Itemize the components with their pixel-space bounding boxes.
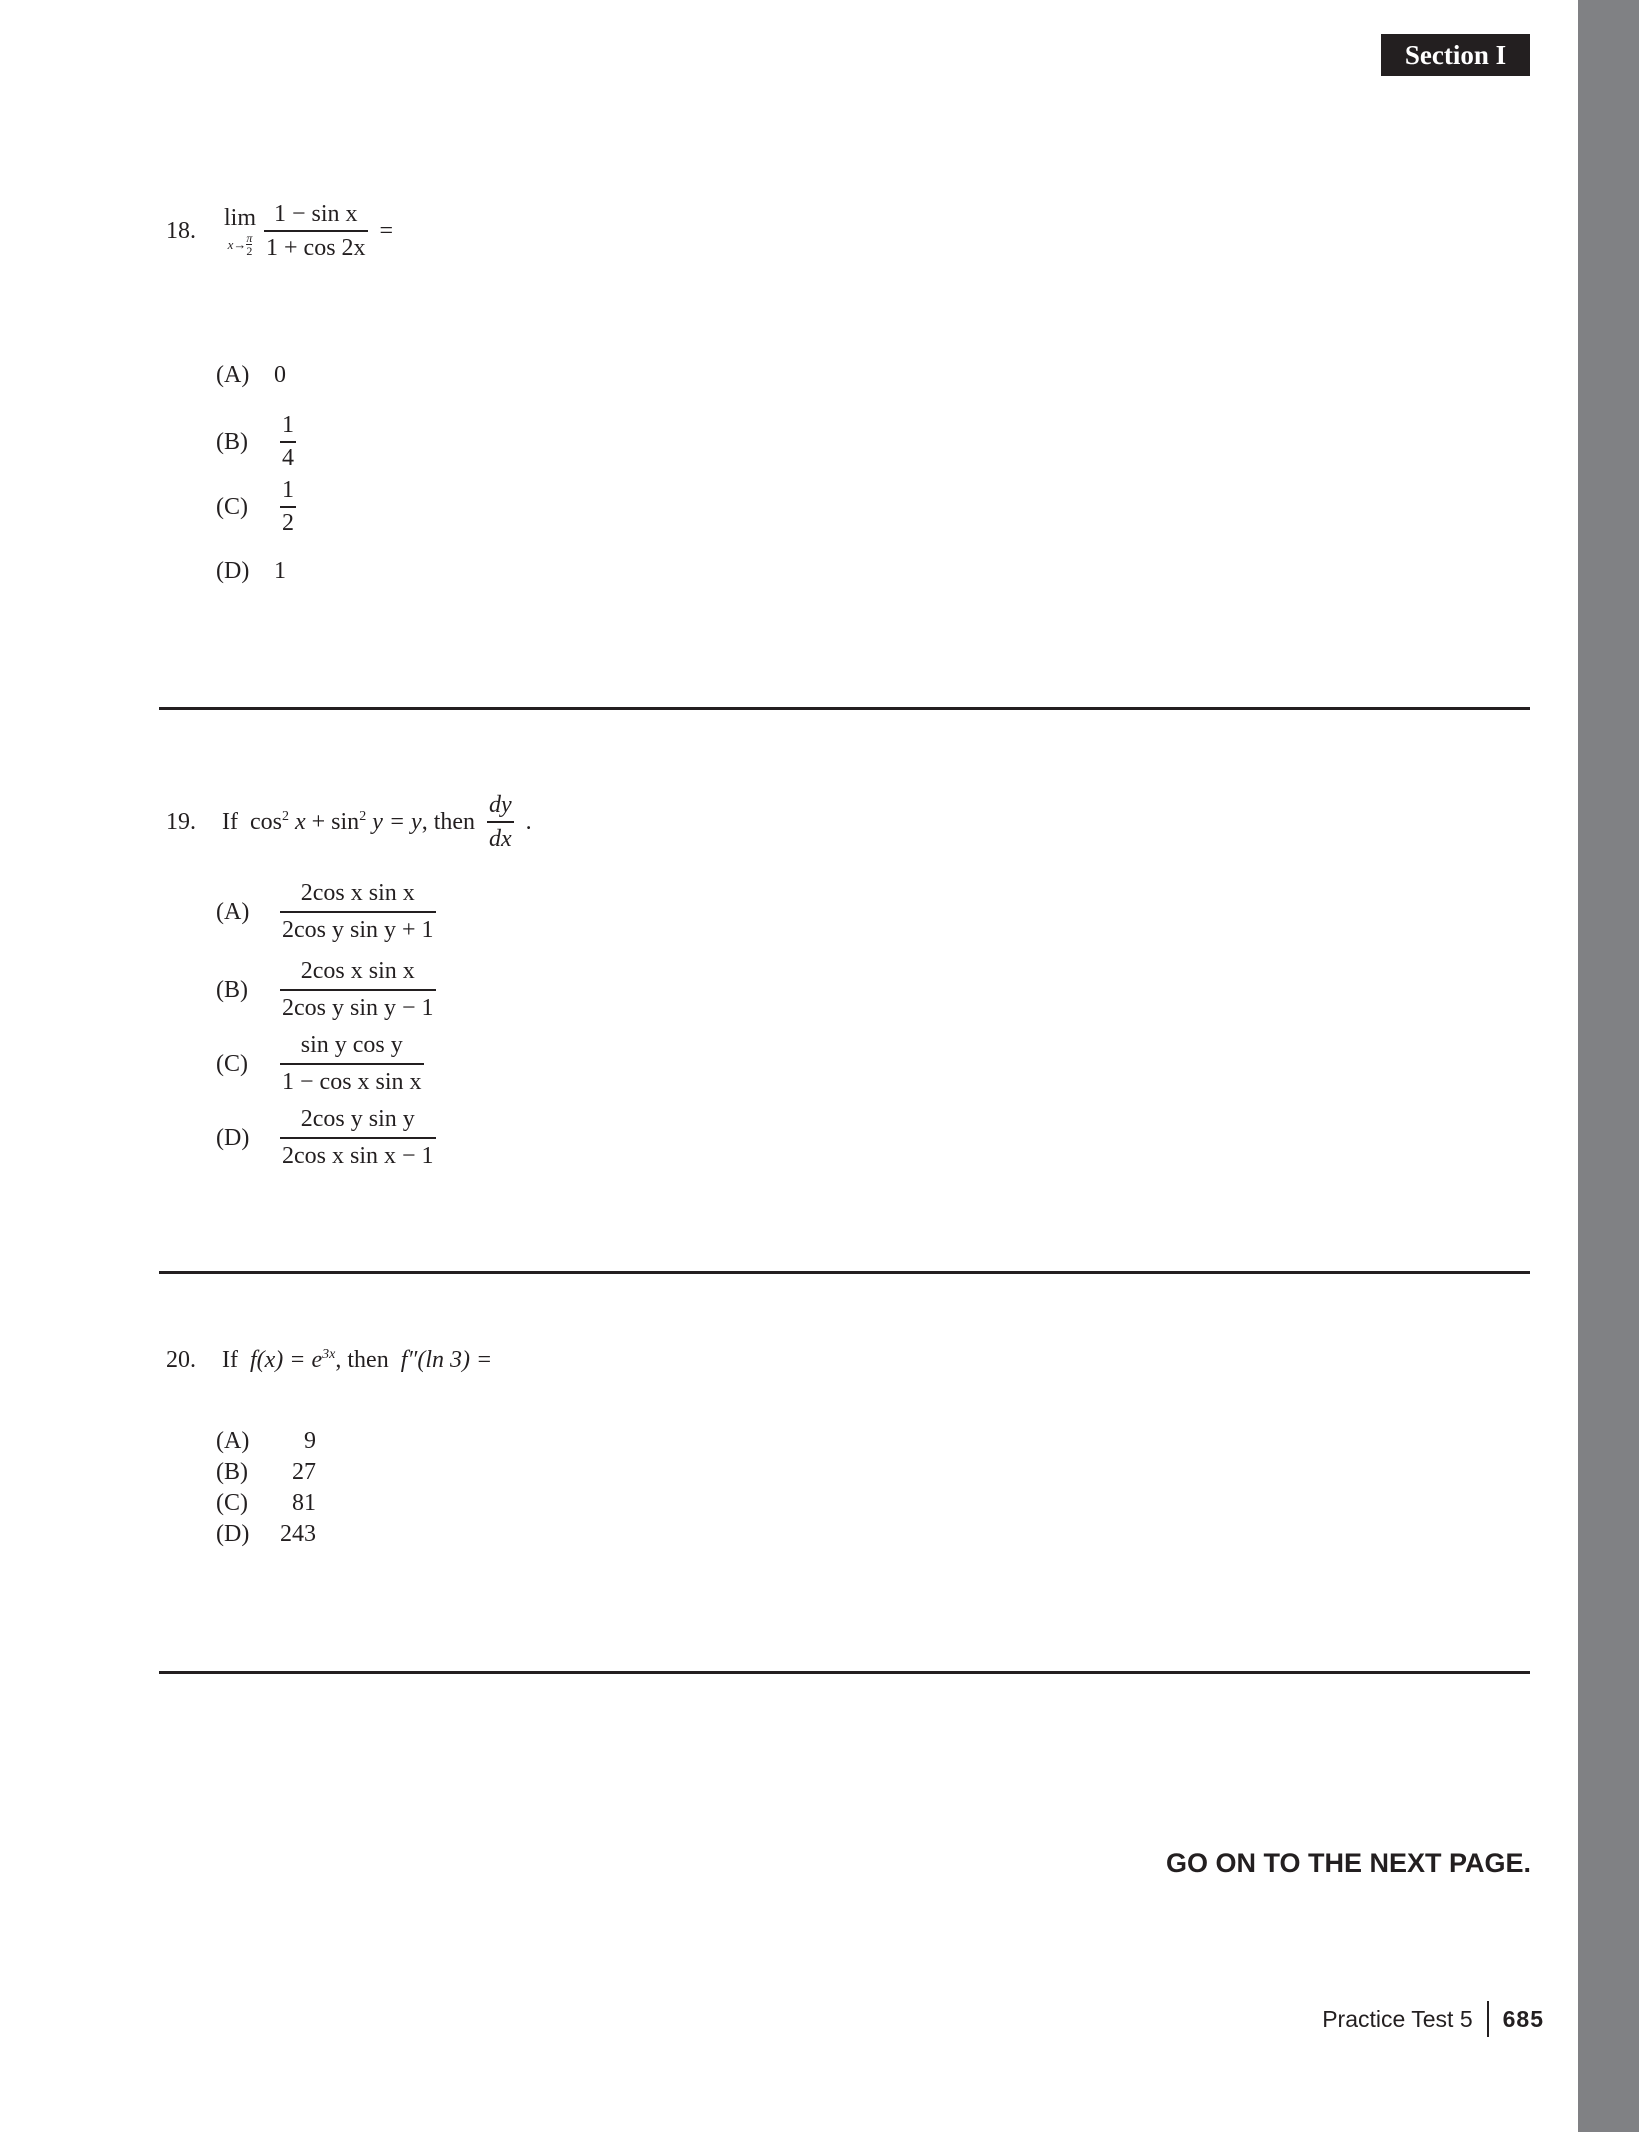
choice-b[interactable] (216, 412, 296, 472)
choice-value: 81 (292, 1490, 316, 1516)
exponent: 2 (281, 809, 289, 824)
choice-label: (C) (216, 493, 248, 520)
fraction-numerator: 1 (282, 412, 294, 438)
question-number: 18. (166, 218, 196, 244)
fraction-numerator: 2cos y sin y (300, 1106, 415, 1132)
choice-a[interactable] (216, 880, 436, 944)
fraction-numerator: dy (489, 792, 512, 818)
page-footer (1190, 2000, 1544, 2038)
limit-arrow: → (233, 236, 247, 252)
divider-line (159, 1271, 1530, 1274)
question-number: 20. (166, 1347, 196, 1373)
fraction-denominator: 1 + cos 2x (264, 230, 368, 260)
choice-value: 9 (304, 1428, 316, 1454)
function-fx: f(x) (249, 1347, 284, 1373)
question-20-stem (166, 1348, 492, 1372)
then-text: , then (335, 1347, 389, 1373)
limit-value (246, 232, 252, 257)
choice-label: (D) (216, 1124, 250, 1151)
limit-fraction (264, 202, 368, 260)
test-name: Practice Test 5 (1322, 2005, 1473, 2032)
fraction-denominator: 2 (280, 506, 296, 537)
page-edge-strip (1578, 0, 1639, 2132)
equals-sign: = (379, 218, 394, 244)
choice-value: 243 (280, 1521, 316, 1547)
choice-label: (C) (216, 1050, 248, 1077)
choice-label: (B) (216, 976, 248, 1003)
choice-c[interactable] (216, 1032, 424, 1096)
choice-label: (D) (216, 558, 250, 584)
divider-line (159, 707, 1530, 710)
choice-fraction (280, 1106, 436, 1170)
fraction-denominator: 2cos y sin y + 1 (280, 911, 436, 944)
choice-fraction (280, 477, 296, 537)
choice-value: 1 (274, 558, 286, 584)
fraction-numerator: 2cos x sin x (300, 880, 415, 906)
period: . (525, 809, 532, 835)
exponent: 3x (322, 1347, 336, 1362)
fraction-denominator: 2cos x sin x − 1 (280, 1137, 436, 1170)
section-tab: Section I (1381, 34, 1530, 76)
fraction-numerator: 1 (282, 477, 294, 503)
derivative-fraction (487, 793, 514, 851)
choice-label: (C) (216, 1490, 248, 1516)
fraction-denominator: dx (487, 821, 514, 851)
if-text: If (222, 809, 238, 835)
lim-text: lim (224, 204, 257, 231)
choice-fraction (280, 958, 436, 1022)
footer-separator (1487, 2001, 1489, 2037)
choice-label: (D) (216, 1521, 250, 1547)
choice-d[interactable] (216, 558, 286, 585)
fraction-denominator: 2cos y sin y − 1 (280, 989, 436, 1022)
choice-fraction (280, 1032, 424, 1096)
choice-value: 27 (292, 1459, 316, 1485)
page-number: 685 (1502, 2005, 1544, 2032)
fraction-numerator: sin y cos y (300, 1032, 403, 1058)
fraction-denominator: 1 − cos x sin x (280, 1063, 424, 1096)
choice-value: 0 (274, 362, 286, 388)
choice-a[interactable] (216, 1428, 316, 1455)
choice-label: (A) (216, 362, 250, 388)
second-derivative: f″(ln 3) = (400, 1347, 493, 1373)
pi-text: π (246, 230, 253, 245)
exponential-base: = e (289, 1347, 323, 1373)
limit-operator (224, 206, 256, 257)
choice-b[interactable] (216, 1459, 316, 1486)
equation-text (222, 809, 487, 835)
exponent: 2 (359, 809, 367, 824)
divider-line (159, 1671, 1530, 1674)
question-19-stem (166, 793, 532, 851)
choice-label: (B) (216, 1459, 248, 1485)
limit-den: 2 (246, 243, 253, 258)
question-number: 19. (166, 809, 196, 835)
choice-d[interactable] (216, 1106, 436, 1170)
variable-x: x (294, 809, 306, 835)
limit-subscript (228, 232, 253, 257)
choice-label: (B) (216, 428, 248, 455)
then-text: , then (421, 809, 476, 835)
fraction-denominator: 4 (280, 441, 296, 472)
limit-variable: x (227, 236, 234, 252)
choice-fraction (280, 880, 436, 944)
choice-label: (A) (216, 1428, 250, 1454)
choice-fraction (280, 412, 296, 472)
fraction-numerator: 2cos x sin x (300, 958, 415, 984)
choice-b[interactable] (216, 958, 436, 1022)
choice-c[interactable] (216, 1490, 316, 1517)
cos-text: cos (249, 809, 282, 835)
choice-c[interactable] (216, 477, 296, 537)
fraction-numerator: 1 − sin x (274, 201, 358, 227)
choice-a[interactable] (216, 362, 286, 389)
go-on-notice: GO ON TO THE NEXT PAGE. (1165, 1848, 1531, 1878)
sin-text: + sin (311, 809, 360, 835)
question-18-stem (166, 202, 393, 260)
choice-label: (A) (216, 898, 250, 925)
choice-d[interactable] (216, 1521, 316, 1548)
if-text: If (222, 1347, 238, 1373)
equation-rhs: y = y (372, 809, 422, 835)
